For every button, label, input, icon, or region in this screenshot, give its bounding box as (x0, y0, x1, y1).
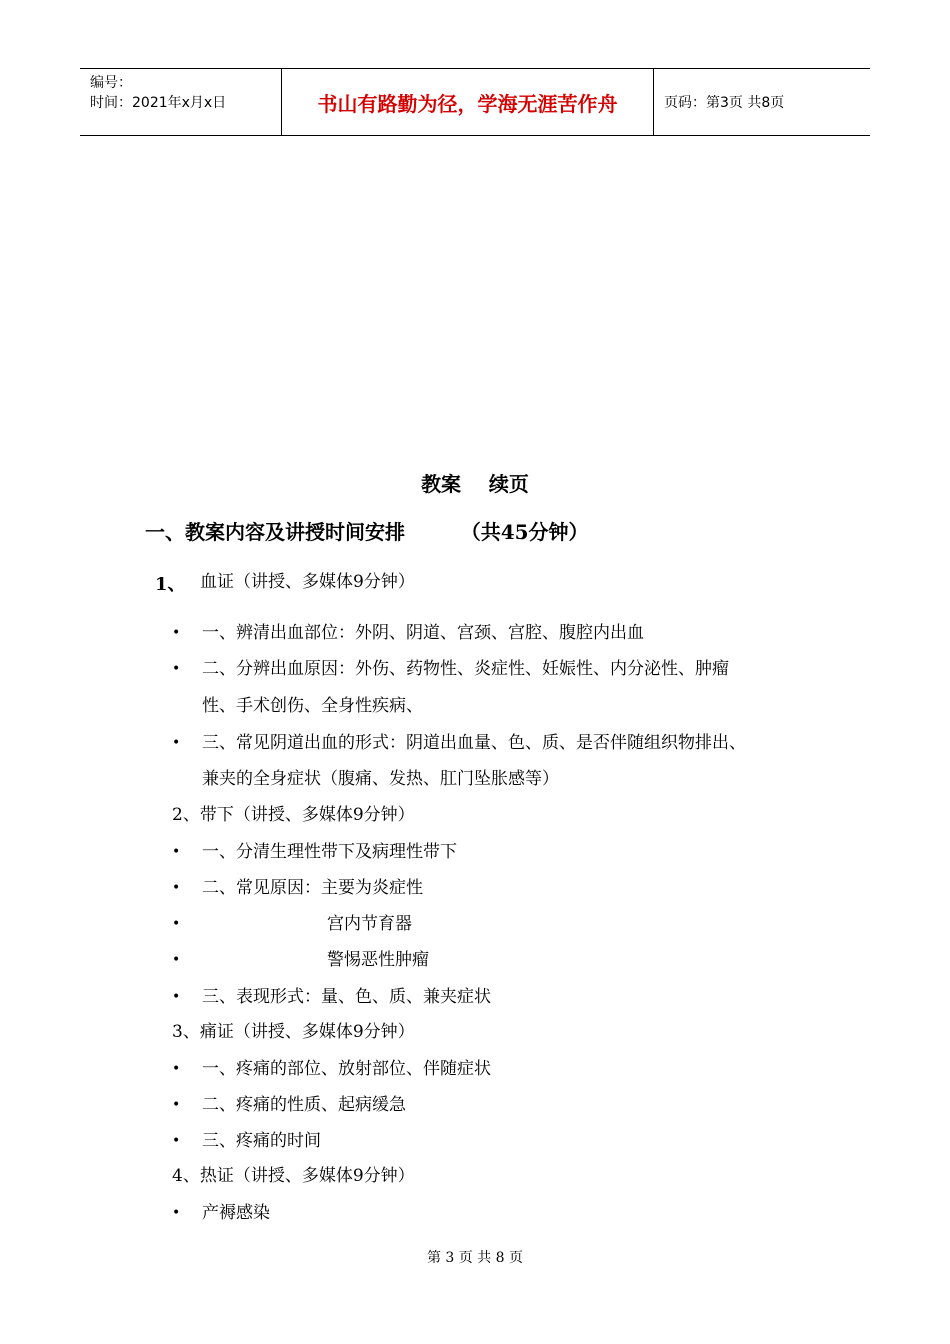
list-item: 一、分清生理性带下及病理性带下 (202, 842, 457, 862)
bullet-glyph: • (172, 625, 181, 641)
item-2-heading: 2、带下（讲授、多媒体9分钟） (172, 805, 415, 825)
header-motto-cell (282, 69, 654, 135)
bullet-glyph: • (172, 1133, 181, 1149)
item-number-1: 1、 (155, 574, 186, 595)
bullet-glyph: • (172, 1097, 181, 1113)
list-item-continuation: 兼夹的全身症状（腹痛、发热、肛门坠胀感等） (202, 769, 559, 789)
section-heading: 一、教案内容及讲授时间安排 （共45分钟） (145, 520, 589, 544)
list-item: 宫内节育器 (327, 914, 412, 934)
item-3-heading: 3、痛证（讲授、多媒体9分钟） (172, 1022, 415, 1042)
header-page-label: 页码：第3页 共8页 (664, 95, 785, 111)
bullet-glyph: • (172, 1061, 181, 1077)
list-item: 二、分辨出血原因：外伤、药物性、炎症性、妊娠性、内分泌性、肿瘤 (202, 659, 729, 679)
bullet-glyph: • (172, 880, 181, 896)
bullet-glyph: • (172, 916, 181, 932)
list-item: 三、表现形式：量、色、质、兼夹症状 (202, 987, 491, 1007)
list-item: 警惕恶性肿瘤 (327, 950, 429, 970)
list-item: 三、疼痛的时间 (202, 1131, 321, 1151)
list-item: 一、疼痛的部位、放射部位、伴随症状 (202, 1059, 491, 1079)
bullet-glyph: • (172, 661, 181, 677)
bullet-glyph: • (172, 1205, 181, 1221)
motto-text: 书山有路勤为径，学海无涯苦作舟 (317, 91, 618, 116)
list-item-continuation: 性、手术创伤、全身性疾病、 (202, 696, 423, 716)
list-item: 三、常见阴道出血的形式：阴道出血量、色、质、是否伴随组织物排出、 (202, 733, 746, 753)
bullet-glyph: • (172, 952, 181, 968)
page-header (80, 68, 870, 136)
list-item: 一、辨清出血部位：外阴、阴道、宫颈、宫腔、腹腔内出血 (202, 623, 644, 643)
item-1-text: 血证（讲授、多媒体9分钟） (200, 572, 415, 592)
date-label: 时间：2021年x月x日 (90, 95, 227, 111)
item-4-heading: 4、热证（讲授、多媒体9分钟） (172, 1166, 415, 1186)
header-page-cell (654, 69, 870, 135)
list-item: 二、常见原因：主要为炎症性 (202, 878, 423, 898)
bullet-glyph: • (172, 735, 181, 751)
serial-label: 编号： (90, 75, 132, 91)
list-item: 二、疼痛的性质、起病缓急 (202, 1095, 406, 1115)
page-footer: 第 3 页 共 8 页 (426, 1250, 524, 1266)
header-meta-cell (80, 69, 282, 135)
bullet-glyph: • (172, 989, 181, 1005)
bullet-glyph: • (172, 844, 181, 860)
list-item: 产褥感染 (202, 1203, 270, 1223)
document-title: 教案 续页 (421, 472, 529, 496)
